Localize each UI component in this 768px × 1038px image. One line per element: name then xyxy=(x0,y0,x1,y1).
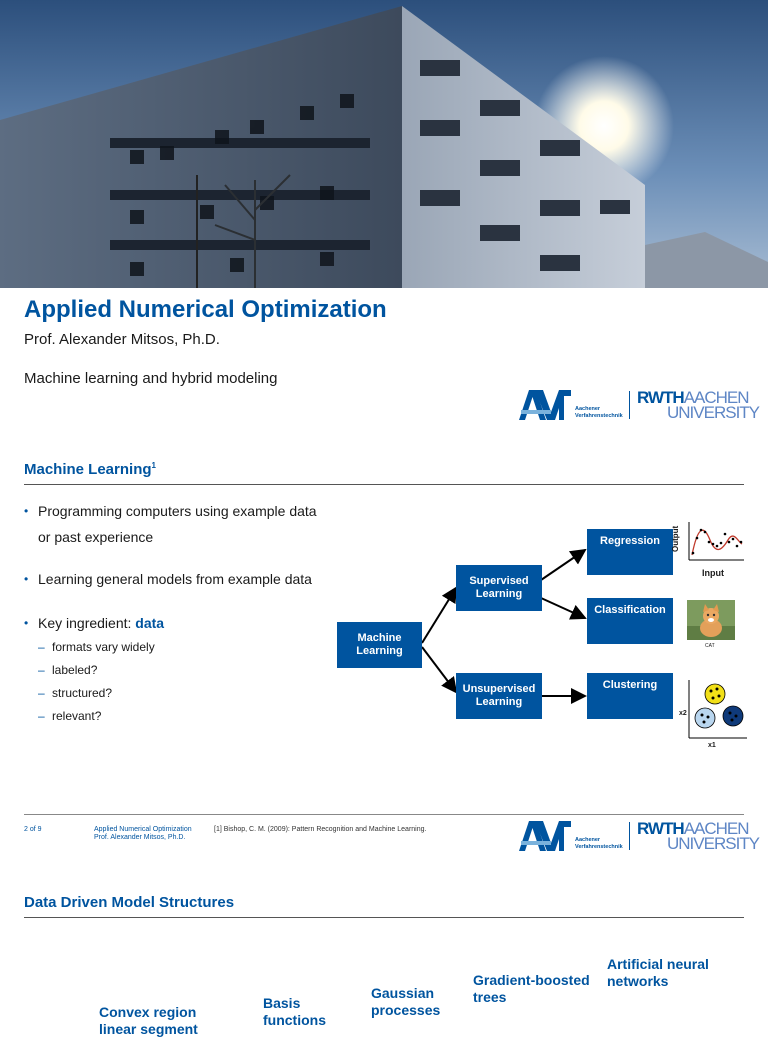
avt-logo-icon xyxy=(519,821,571,851)
unsupervised-learning-box: Unsupervised Learning xyxy=(456,673,542,719)
footnote-marker: 1 xyxy=(151,461,156,470)
avt-name-line1: Aachener xyxy=(575,837,601,843)
university-word: UNIVERSITY xyxy=(667,403,760,422)
bullet-item xyxy=(24,610,334,636)
title-rule xyxy=(24,917,744,918)
model-gradient-boosted-trees: Gradient-boosted trees xyxy=(473,972,590,1005)
footer-rule xyxy=(24,814,744,815)
sub-bullet-item: – labeled? xyxy=(24,659,334,682)
professor-name: Prof. Alexander Mitsos, Ph.D. xyxy=(24,331,220,348)
lecture-topic: Machine learning and hybrid modeling xyxy=(24,370,278,387)
regression-box: Regression xyxy=(587,529,673,575)
model-neural-networks: Artificial neural networks xyxy=(607,956,709,989)
footer-course xyxy=(94,826,192,842)
rwth-word: RWTH xyxy=(637,819,684,838)
bullet-item: • Learning general models from example data xyxy=(24,566,334,592)
clustering-xlabel: x1 xyxy=(708,742,716,749)
regression-ylabel: Output xyxy=(671,525,680,552)
bullet-list xyxy=(24,498,334,728)
regression-plot-icon xyxy=(680,520,746,570)
aachen-word: AACHEN xyxy=(683,388,749,407)
avt-name-line2: Verfahrenstechnik xyxy=(575,844,623,850)
sub-bullet-item: – relevant? xyxy=(24,705,334,728)
cat-photo xyxy=(687,600,735,640)
cat-label: CAT xyxy=(705,643,715,649)
section-title-text: Machine Learning xyxy=(24,461,152,478)
bullet-item: • Programming computers using example data xyxy=(24,498,334,524)
avt-logo-icon xyxy=(519,390,571,420)
logo-divider xyxy=(629,391,630,419)
regression-xlabel: Input xyxy=(702,568,724,578)
model-basis-functions: Basis functions xyxy=(263,995,326,1028)
bullet-continuation: or past experience xyxy=(38,529,154,545)
bullet-text: Key ingredient: xyxy=(38,615,136,631)
model-structures-title: Data Driven Model Structures xyxy=(24,894,235,911)
supervised-learning-box: Supervised Learning xyxy=(456,565,542,611)
clustering-box: Clustering xyxy=(587,673,673,719)
aachen-word: AACHEN xyxy=(683,819,749,838)
building-photo xyxy=(0,0,768,288)
course-title: Applied Numerical Optimization xyxy=(24,296,387,323)
page-number: 2 of 9 xyxy=(24,826,42,833)
sub-bullet-item: – formats vary widely xyxy=(24,636,334,659)
clustering-plot-icon xyxy=(683,680,747,742)
sub-bullet-item: – structured? xyxy=(24,682,334,705)
machine-learning-box: Machine Learning xyxy=(337,622,422,668)
title-rule xyxy=(24,484,744,485)
machine-learning-title xyxy=(24,461,156,478)
institution-logos-footer xyxy=(519,819,760,853)
footer-professor: Prof. Alexander Mitsos, Ph.D. xyxy=(94,834,186,841)
logo-divider xyxy=(629,822,630,850)
institution-logos xyxy=(519,388,760,422)
avt-name-line1: Aachener xyxy=(575,406,601,412)
avt-name-line2: Verfahrenstechnik xyxy=(575,413,623,419)
classification-box: Classification xyxy=(587,598,673,644)
model-gaussian-processes: Gaussian processes xyxy=(371,985,441,1018)
footer-reference: [1] Bishop, C. M. (2009): Pattern Recognition and Machine Learning. xyxy=(214,826,427,833)
model-convex-region: Convex region linear segment xyxy=(99,1004,198,1037)
university-word: UNIVERSITY xyxy=(667,834,760,853)
keyword-data: data xyxy=(135,615,165,631)
clustering-ylabel: x2 xyxy=(679,710,687,717)
footer-course-title: Applied Numerical Optimization xyxy=(94,826,192,833)
rwth-word: RWTH xyxy=(637,388,684,407)
